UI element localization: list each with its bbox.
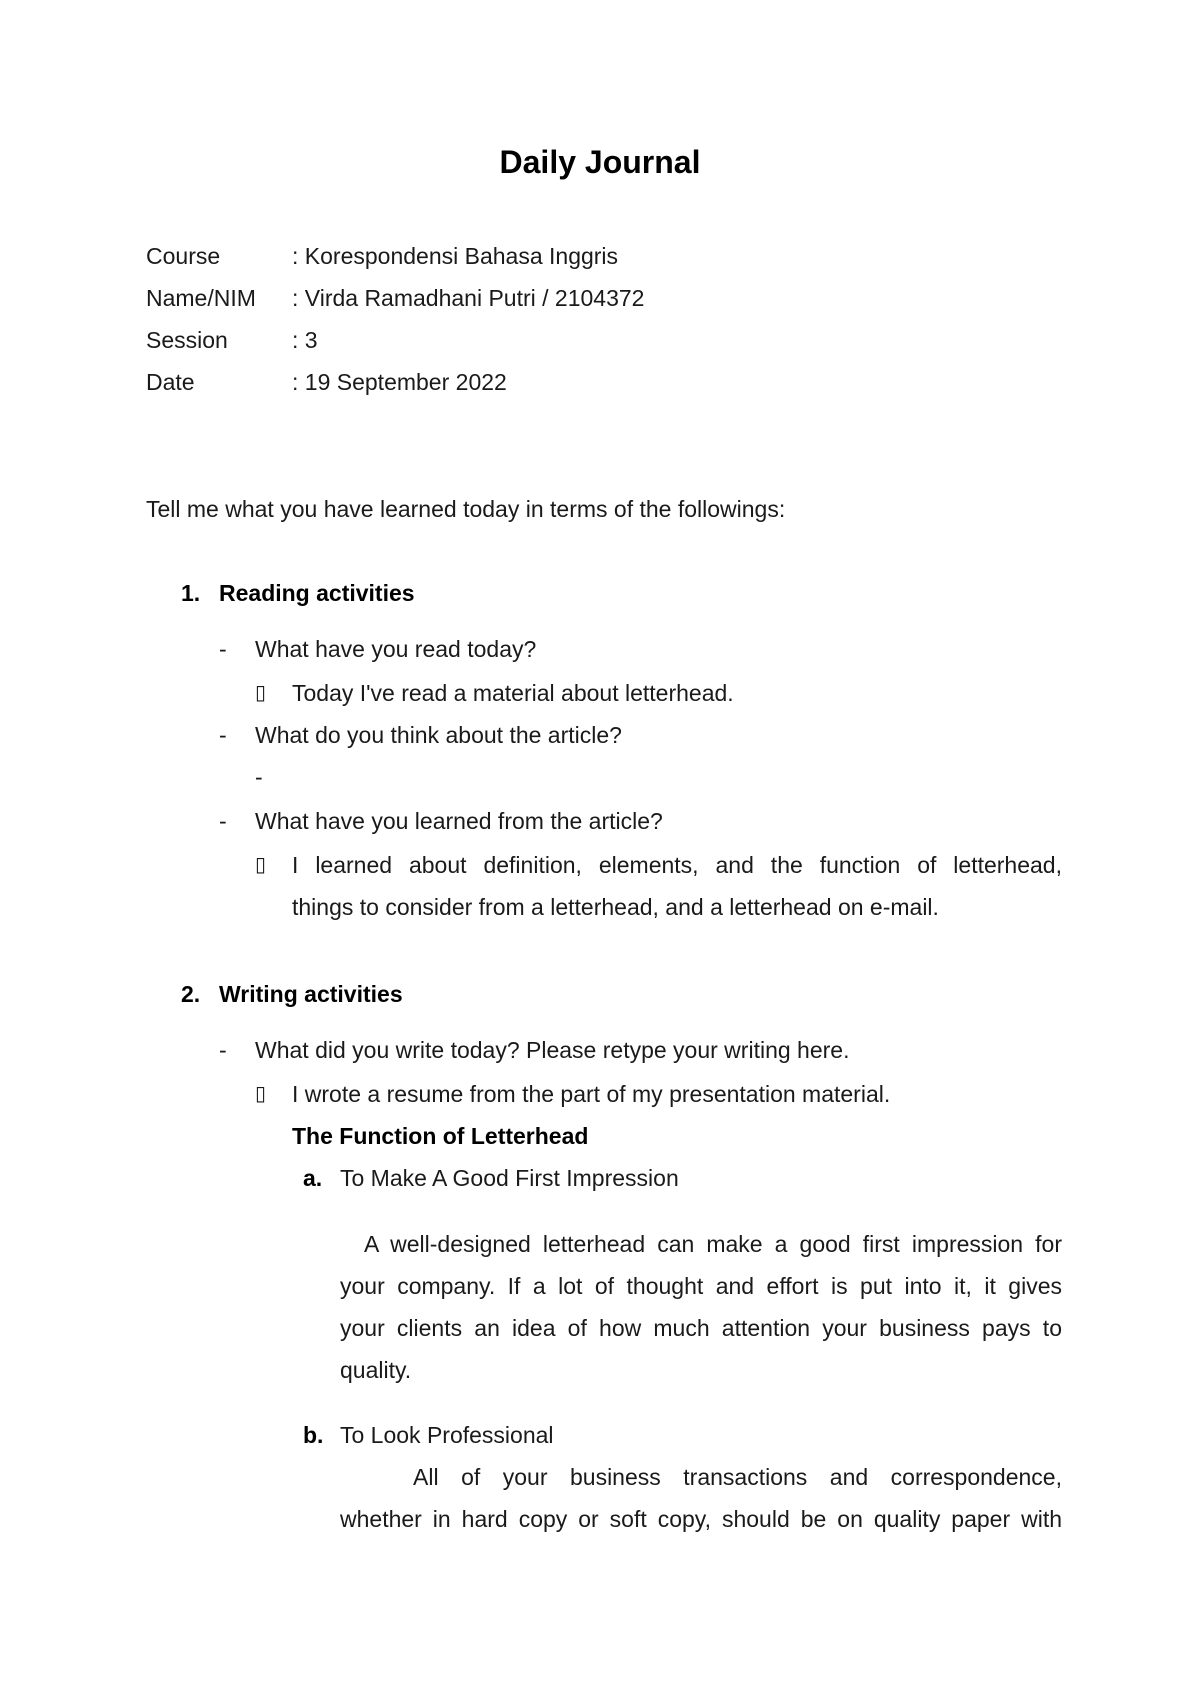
meta-label: Course: [146, 243, 221, 269]
item-title: To Look Professional: [340, 1422, 554, 1448]
answer-text: -: [255, 764, 263, 790]
paragraph-line: your company. If a lot of thought and effort is put into it, it gives: [340, 1273, 1062, 1299]
dash-bullet: -: [219, 808, 227, 834]
answer-paragraph: [292, 844, 1062, 928]
item-b-paragraph: [340, 1456, 1062, 1540]
section-heading-writing: Writing activities: [219, 981, 403, 1007]
paragraph-line: A well-designed letterhead can make a good first impression for: [364, 1231, 1062, 1257]
section-number: 2.: [181, 981, 201, 1007]
paragraph-line: I learned about definition, elements, and the function of letterhead,: [292, 852, 1062, 878]
paragraph-line: your clients an idea of how much attention your business pays to: [340, 1315, 1062, 1341]
answer-text: I wrote a resume from the part of my presentation material.: [292, 1081, 891, 1107]
item-letter: b.: [303, 1422, 324, 1448]
arrow-bullet-icon: ▯: [255, 854, 267, 876]
meta-value: : 3: [292, 327, 318, 353]
paragraph-line: quality.: [340, 1357, 412, 1383]
paragraph-line: whether in hard copy or soft copy, should be on quality paper with: [340, 1506, 1062, 1532]
meta-label: Name/NIM: [146, 285, 256, 311]
dash-bullet: -: [219, 722, 227, 748]
paragraph-line: All of your business transactions and correspondence,: [413, 1464, 1062, 1490]
arrow-bullet-icon: ▯: [255, 1083, 267, 1105]
dash-bullet: -: [219, 636, 227, 662]
section-number: 1.: [181, 580, 201, 606]
prompt-text: Tell me what you have learned today in terms of the followings:: [146, 496, 786, 522]
question-text: What do you think about the article?: [255, 722, 622, 748]
item-title: To Make A Good First Impression: [340, 1165, 679, 1191]
page-title: Daily Journal: [499, 144, 701, 180]
item-a-paragraph: [340, 1223, 1062, 1391]
meta-value: : Virda Ramadhani Putri / 2104372: [292, 285, 645, 311]
question-text: What have you read today?: [255, 636, 537, 662]
meta-value: : Korespondensi Bahasa Inggris: [292, 243, 619, 269]
section-heading-reading: Reading activities: [219, 580, 415, 606]
meta-value: : 19 September 2022: [292, 369, 507, 395]
item-letter: a.: [303, 1165, 323, 1191]
answer-text: Today I've read a material about letterhead.: [292, 680, 734, 706]
arrow-bullet-icon: ▯: [255, 682, 267, 704]
meta-label: Session: [146, 327, 228, 353]
question-text: What have you learned from the article?: [255, 808, 663, 834]
subheading: The Function of Letterhead: [292, 1123, 589, 1149]
meta-label: Date: [146, 369, 195, 395]
dash-bullet: -: [219, 1037, 227, 1063]
paragraph-line: things to consider from a letterhead, and a letterhead on e-mail.: [292, 894, 939, 920]
question-text: What did you write today? Please retype your writing here.: [255, 1037, 850, 1063]
